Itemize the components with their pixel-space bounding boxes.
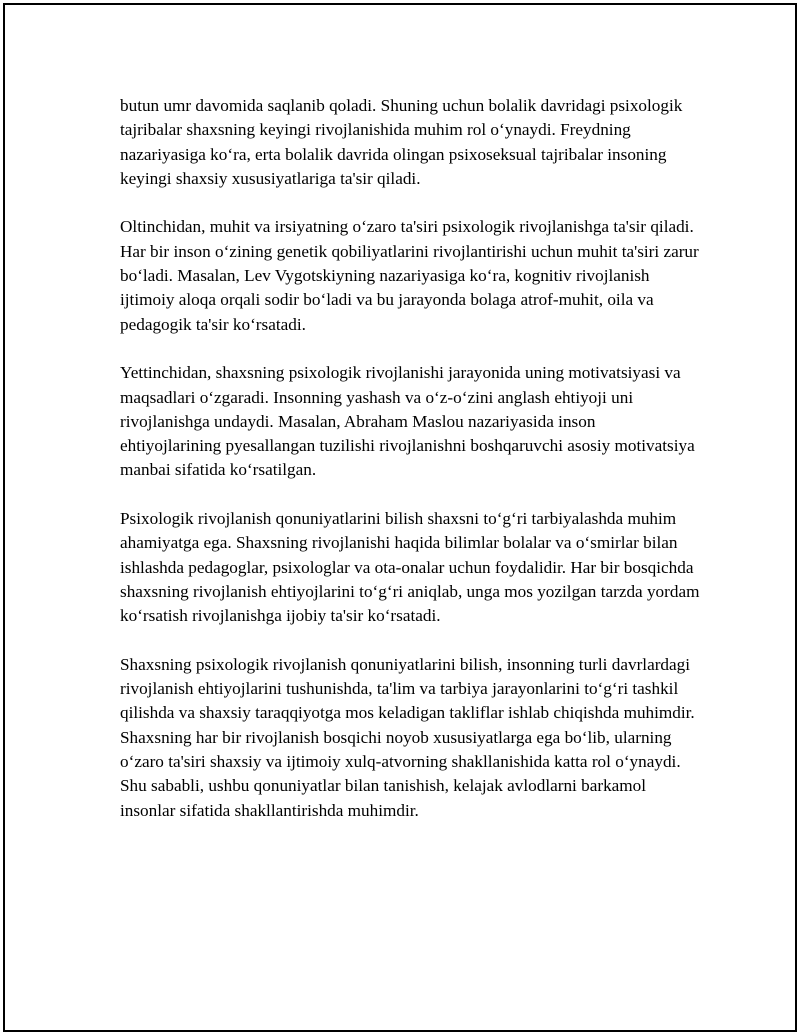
paragraph-3: Yettinchidan, shaxsning psixologik rivojlanishi jarayonida uning motivatsiyasi va maqsadlari oʻzgaradi. Insonning yashash va oʻz-oʻzini anglash ehtiyoji uni rivojlanishga undaydi. Masalan, Abraham Maslou nazariyasida inson ehtiyojlarining pyesallangan tuzilishi rivojlanishni boshqaruvchi asosiy motivatsiya manbai sifatida koʻrsatilgan. xyxy=(120,363,695,480)
paragraph-4: Psixologik rivojlanish qonuniyatlarini bilish shaxsni toʻgʻri tarbiyalashda muhim ahamiyatga ega. Shaxsning rivojlanishi haqida bilimlar bolalar va oʻsmirlar bilan ishlashda pedagoglar, psixologlar va ota-onalar uchun foydalidir. Har bir bosqichda shaxsning rivojlanish ehtiyojlarini toʻgʻri aniqlab, unga mos yozilgan tarzda yordam koʻrsatish rivojlanishga ijobiy ta'sir koʻrsatadi. xyxy=(120,509,700,626)
paragraph-5: Shaxsning psixologik rivojlanish qonuniyatlarini bilish, insonning turli davrlardagi rivojlanish ehtiyojlarini tushunishda, ta'lim va tarbiya jarayonlarini toʻgʻri tashkil qilishda va shaxsiy taraqqiyotga mos keladigan takliflar ishlab chiqishda muhimdir. Shaxsning har bir rivojlanish bosqichi noyob xususiyatlarga ega boʻlib, ularning oʻzaro ta'siri shaxsiy va ijtimoiy xulq-atvorning shakllanishida katta rol oʻynaydi. Shu sababli, ushbu qonuniyatlar bilan tanishish, kelajak avlodlarni barkamol insonlar sifatida shakllantirishda muhimdir. xyxy=(120,654,695,820)
paragraph-1: butun umr davomida saqlanib qoladi. Shuning uchun bolalik davridagi psixologik tajribalar shaxsning keyingi rivojlanishida muhim rol oʻynaydi. Freydning nazariyasiga koʻra, erta bolalik davrida olingan psixoseksual tajribalar insoning keyingi shaxsiy xususiyatlariga ta'sir qiladi. xyxy=(120,96,683,188)
document-body xyxy=(120,94,700,847)
document-page xyxy=(3,3,797,1032)
paragraph-2: Oltinchidan, muhit va irsiyatning oʻzaro ta'siri psixologik rivojlanishga ta'sir qiladi. Har bir inson oʻzining genetik qobiliyatlarini rivojlantirishi uchun muhit ta'siri zarur boʻladi. Masalan, Lev Vygotskiyning nazariyasiga koʻra, kognitiv rivojlanish ijtimoiy aloqa orqali sodir boʻladi va bu jarayonda bolaga atrof-muhit, oila va pedagogik ta'sir koʻrsatadi. xyxy=(120,217,699,334)
